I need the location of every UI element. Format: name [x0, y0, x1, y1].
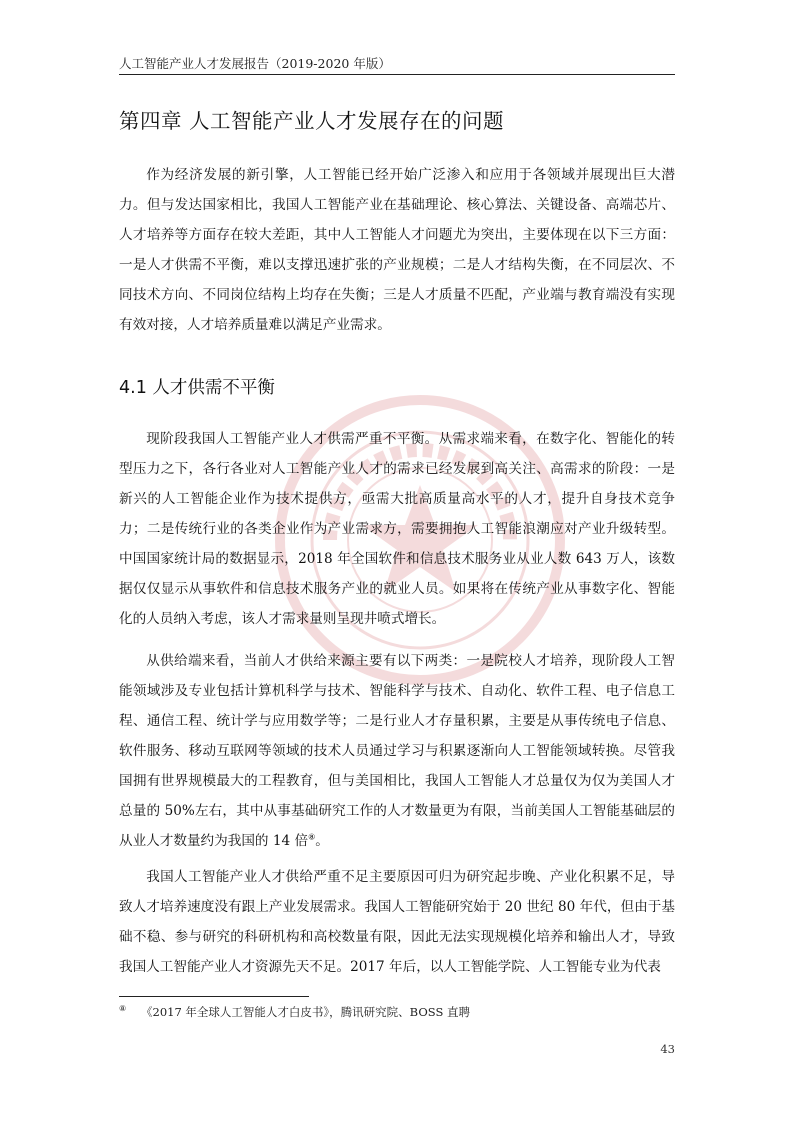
- footnote: [119, 1004, 675, 1020]
- section-paragraph-2-text: 从供给端来看，当前人才供给来源主要有以下两类：一是院校人才培养，现阶段人工智能领域涉及专业包括计算机科学与技术、智能科学与技术、自动化、软件工程、电子信息工程、通信工程、统计学与应用数学等；二是行业人才存量积累，主要是从事传统电子信息、软件服务、移动互联网等领域的技术人员通过学习与积累逐渐向人工智能领域转换。尽管我国拥有世界规模最大的工程教育，但与美国相比，我国人工智能人才总量仅为仅为美国人才总量的 50%左右，其中从事基础研究工作的人才数量更为有限，当前美国人工智能基础层的从业人才数量约为我国的 14 倍: [119, 653, 675, 849]
- section-paragraph-3: 我国人工智能产业人才供给严重不足主要原因可归为研究起步晚、产业化积累不足，导致人才培养速度没有跟上产业发展需求。我国人工智能研究始于 20 世纪 80 年代，但由于基础不稳、参与研究的科研机构和高校数量有限，因此无法实现规模化培养和输出人才，导致我国人工智能产业人才资源先天不足。2017 年后，以人工智能学院、人工智能专业为代表: [119, 869, 675, 975]
- section-paragraph-2: [119, 646, 675, 856]
- footnote-reference[interactable]: ⑧: [308, 832, 316, 842]
- footnote-mark: ⑧: [119, 1004, 127, 1014]
- page-number: 43: [660, 1042, 675, 1056]
- section-paragraph-1: 现阶段我国人工智能产业人才供需严重不平衡。从需求端来看，在数字化、智能化的转型压力之下，各行各业对人工智能产业人才的需求已经发展到高关注、高需求的阶段：一是新兴的人工智能企业作为技术提供方，亟需大批高质量高水平的人才，提升自身技术竞争力；二是传统行业的各类企业作为产业需求方，需要拥抱人工智能浪潮应对产业升级转型。中国国家统计局的数据显示，2018 年全国软件和信息技术服务业从业人数 643 万人，该数据仅仅显示从事软件和信息技术服务产业的就业人员。如果将在传统产业从事数字化、智能化的人员纳入考虑，该人才需求量则呈现井喷式增长。: [119, 431, 675, 627]
- header-divider: [119, 74, 675, 75]
- footnote-text: 《2017 年全球人工智能人才白皮书》，腾讯研究院、BOSS 直聘: [141, 1005, 470, 1019]
- chapter-intro-paragraph: 作为经济发展的新引擎，人工智能已经开始广泛渗入和应用于各领域并展现出巨大潜力。但与发达国家相比，我国人工智能产业在基础理论、核心算法、关键设备、高端芯片、人才培养等方面存在较大差距，其中人工智能人才问题尤为突出，主要体现在以下三方面：一是人才供需不平衡，难以支撑迅速扩张的产业规模；二是人才结构失衡，在不同层次、不同技术方向、不同岗位结构上均存在失衡；三是人才质量不匹配，产业端与教育端没有实现有效对接，人才培养质量难以满足产业需求。: [119, 167, 675, 333]
- footnote-divider: [119, 996, 309, 997]
- section-paragraph-2-end: 。: [315, 833, 329, 849]
- running-header: 人工智能产业人才发展报告（2019-2020 年版）: [119, 56, 391, 71]
- chapter-title: 第四章 人工智能产业人才发展存在的问题: [119, 109, 505, 133]
- section-title: 4.1 人才供需不平衡: [119, 378, 275, 398]
